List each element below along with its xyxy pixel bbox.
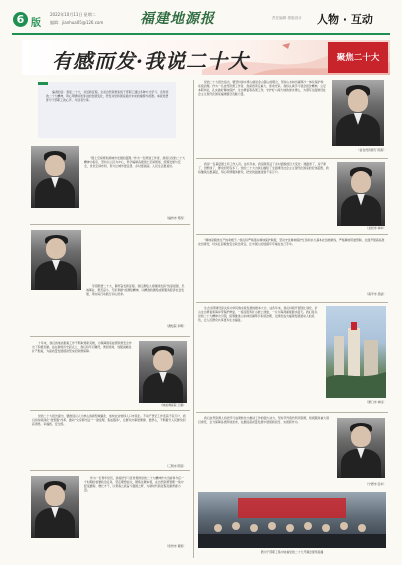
divider <box>196 412 388 413</box>
portrait-photo-7 <box>337 418 385 478</box>
article-5-signature: （地质调查院 王刚） <box>159 403 186 407</box>
divider <box>196 234 388 235</box>
landscape-photo <box>326 306 386 398</box>
masthead-title: 福建地源报 <box>140 11 215 27</box>
portrait-photo-5 <box>139 341 187 403</box>
article-7 <box>84 476 186 544</box>
divider <box>30 224 190 225</box>
issue-date: 2022年10月11日 星期二 <box>50 12 96 17</box>
landscape-illustration <box>326 306 386 398</box>
page-suffix: 版 <box>31 18 41 29</box>
article-6-signature: （三明市 陈思） <box>165 464 186 468</box>
article-9-body: “耕地是粮食生产的命根子。”我们将严格落实耕地保护制度，坚决守住耕地保护红线和永久基本农田控制线，严格耕地用途管制，全面开展高标准农田建设，切实扛起粮食安全政治责任，让中国人的饭碗牢牢端在自己手中。 <box>198 238 385 247</box>
article-5 <box>32 341 134 405</box>
portrait-photo-6 <box>31 476 79 538</box>
article-6 <box>32 414 186 466</box>
focus-badge-label: 聚焦二十大 <box>336 53 380 63</box>
divider <box>196 158 388 159</box>
focus-badge <box>328 42 388 73</box>
article-4-body: 学思践悟二十大，踔厉奋发新征程。我们测绘人将继续发扬“热爱祖国、忠诚事业、艰苦奋斗、无私奉献”的测绘精神，以精准的测绘成果服务经济社会发展，用实际行动践行初心使命。 <box>86 284 185 297</box>
article-7-signature: （泉州市 黄凯） <box>165 544 186 548</box>
article-10-signature: （宁德市 张华） <box>365 482 386 486</box>
lead-corner-mark <box>38 82 48 85</box>
divider <box>30 336 190 337</box>
article-8-signature: （厦门市 林远） <box>365 400 386 404</box>
article-6-body: 党的二十大报告提出，要推进以人为核心的新型城镇化，加快农业转移人口市民化。不动产登记工作连着千家万户，我们将持续深化“放管服”改革，推动“交房即交证”“一窗受理、集成服务”，让群众办事更便捷、更舒心，不断提升人民群众的获得感、幸福感、安全感。 <box>32 414 186 427</box>
portrait-photo-2 <box>31 146 79 208</box>
editor-line: 编辑：jianhua05@126.com <box>50 20 104 25</box>
article-3-body: “国土空间规划是城市发展的蓝图。”作为一名规划工作者，我将以党的二十大精神为指引，坚持以人民为中心，科学编制各级国土空间规划，统筹发展与安全，优化空间布局，努力让城市更宜居、乡村更美丽、人民生活更美好。 <box>84 156 186 169</box>
article-5-body: 十年来，我们的地质勘查工作不断取得新突破，为保障国家能源资源安全作出了积极贡献。站在新的历史起点上，我们将牢记嘱托，勇担使命，加强战略性矿产勘查，为高质量发展提供坚实的资源保障。 <box>32 341 132 354</box>
group-photo <box>198 492 386 548</box>
article-1-signature: （省自然资源厅 陈燕） <box>356 148 386 152</box>
article-2-body: 我是一名基层国土所工作人员。这些年来，我亲眼见证了乡村面貌的巨大变化：道路宽了，房子新了，田野绿了，群众的笑容多了。党的二十大为我们描绘了全面建设社会主义现代化国家的宏伟蓝图，我将继续扎根基层，用心用情服务群众，把党的温暖送到千家万户。 <box>198 162 329 175</box>
page-header <box>0 0 402 40</box>
article-10-body: 我们自然资源人将把学习成果转化为推动工作的强大动力，坚持节约集约利用资源，积极服务重大项目建设，全力保障各类用地需求，在推进高质量发展中展现新担当、实现新作为。 <box>198 416 329 425</box>
divider <box>30 470 190 471</box>
article-2 <box>198 162 330 222</box>
article-9-signature: （南平市 吴斌） <box>365 292 386 296</box>
header-rule <box>12 33 390 35</box>
banner <box>22 40 390 75</box>
group-photo-caption: 图为干部职工集中收看党的二十大开幕会现场直播 <box>260 550 324 554</box>
article-8-body: 生态文明建设是关系中华民族永续发展的根本大计。这些年来，我们持续开展国土绿化、矿山生态修复和海岸带保护修复，一座座废弃矿山披上绿装，一片片海湾重现碧水蓝天。我们将以党的二十大精神为引领，统筹推进山水林田湖草沙系统治理，让绿色成为福建发展最动人的底色，让人民群众共享更多生态福祉。 <box>198 306 318 323</box>
article-10 <box>198 416 330 476</box>
column-divider <box>193 80 194 558</box>
masthead-sub: 责任编辑 排版设计 <box>272 16 302 20</box>
article-3-signature: （福州市 郑涛） <box>165 216 186 220</box>
portrait-photo-1 <box>332 80 384 146</box>
group-photo-illustration <box>198 492 386 548</box>
article-3 <box>84 156 186 216</box>
article-1 <box>198 80 326 153</box>
article-8 <box>198 306 320 400</box>
article-7-body: 作为一名青年党员，我将把学习宣传贯彻党的二十大精神作为当前和今后一个时期的首要政治任务，坚定理想信念，锤炼过硬本领，在自然资源管理一线中经受磨砺、增长才干，以青春之我奋斗强国之梦，为新时代新征程贡献青春力量。 <box>84 476 184 493</box>
portrait-photo-4 <box>31 230 81 290</box>
divider <box>196 302 388 303</box>
article-4-signature: （测绘院 李明） <box>165 324 186 328</box>
lead-text: 编者的话：喜迎二十大，共话新征程。全省自然资源系统干部职工通过多种方式学习、宣传党的二十大精神，用心用情讲述身边的发展变化，抒发对党和国家美好未来的憧憬与祝愿。本版选登部分干部职工的心声，与读者分享。 <box>46 90 169 103</box>
divider <box>30 410 190 411</box>
lead-intro <box>38 82 176 138</box>
article-2-signature: （龙岩市 林华） <box>365 226 386 230</box>
page-number-badge: 6 <box>13 12 28 27</box>
portrait-photo-3 <box>337 162 385 226</box>
banner-title: 有感而发·我说二十大 <box>52 49 249 73</box>
article-9 <box>198 238 386 298</box>
article-1-body: 党的二十大报告指出，要坚持绿水青山就是金山银山的理念，坚持山水林田湖草沙一体化保护和系统治理。作为一名自然资源工作者，我深感责任重大、使命光荣。我将认真学习领会报告精神，立足本职岗位，扎实做好耕地保护、生态修复等各项工作，守护好八闽大地的绿水青山，为谱写全面建设社会主义现代化国家福建篇章贡献力量。 <box>198 80 326 97</box>
section-title: 人物 · 互动 <box>317 13 373 26</box>
